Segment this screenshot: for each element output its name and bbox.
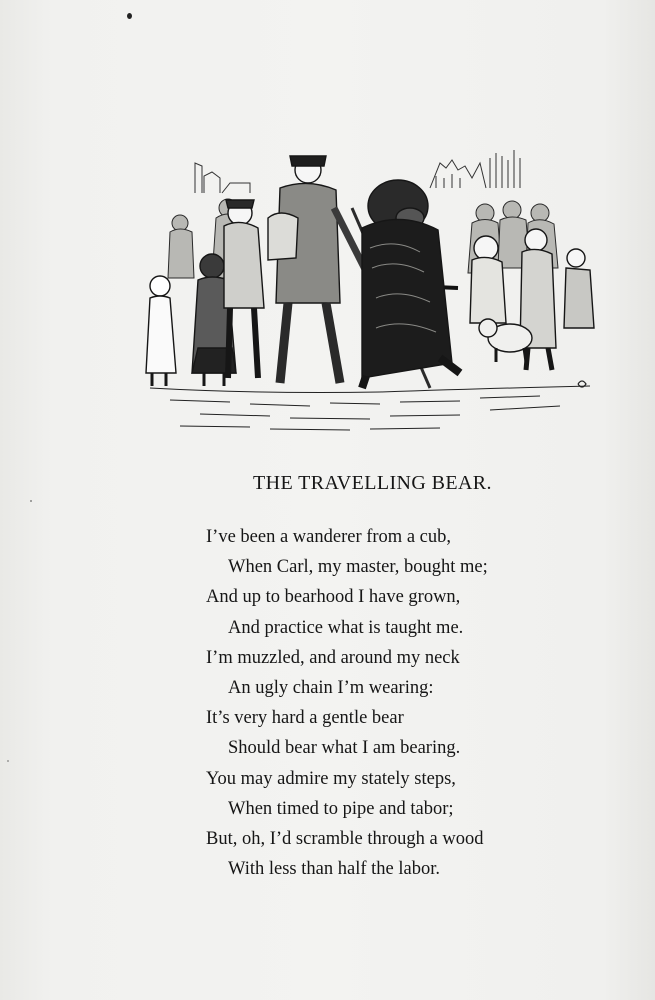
ink-speck: [7, 760, 9, 762]
ground-hatching: [150, 381, 590, 430]
poem-line: And practice what is taught me.: [228, 617, 464, 638]
poem-line: When timed to pipe and tabor;: [228, 798, 454, 819]
poem-line: And up to bearhood I have grown,: [206, 587, 461, 608]
poem-body: [206, 522, 606, 884]
poem-line: When Carl, my master, bought me;: [228, 557, 488, 578]
poem-line: It’s very hard a gentle bear: [206, 708, 404, 729]
ink-speck: [127, 13, 132, 19]
poem-line: But, oh, I’d scramble through a wood: [206, 828, 484, 849]
bear-engraving-illustration: [140, 148, 600, 438]
town-background: [195, 150, 520, 193]
poem-line: I’ve been a wanderer from a cub,: [206, 527, 451, 547]
poem-line: I’m muzzled, and around my neck: [206, 647, 460, 668]
poem-line: Should bear what I am bearing.: [228, 738, 461, 759]
poem-line: You may admire my stately steps,: [206, 768, 456, 789]
poem-line: With less than half the labor.: [228, 859, 440, 880]
foreground-figures: [146, 156, 594, 388]
poem-line: An ugly chain I’m wearing:: [228, 677, 434, 698]
ink-speck: [30, 500, 32, 502]
poem-title: THE TRAVELLING BEAR.: [253, 472, 492, 494]
